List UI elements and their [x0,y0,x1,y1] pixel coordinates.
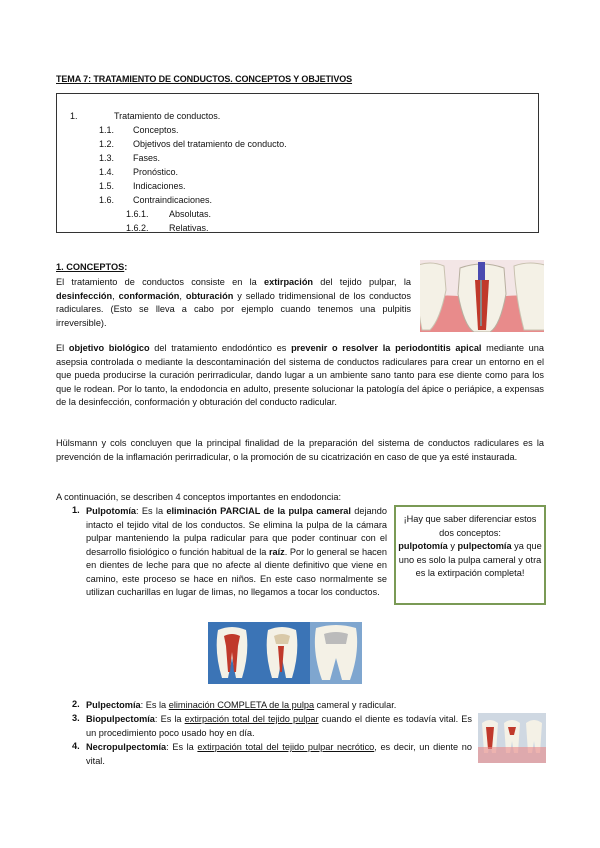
page-title: TEMA 7: TRATAMIENTO DE CONDUCTOS. CONCEPTOS Y OBJETIVOS [56,74,353,84]
list-item-biopulpectomia: 3. Biopulpectomía: Es la extirpación total del tejido pulpar cuando el diente es todavía vital. Es un procedimiento poco usado hoy en día. [72,713,472,738]
toc-item: 1. Tratamiento de conductos. [70,111,221,121]
paragraph-objective: El objetivo biológico del tratamiento endodóntico es prevenir o resolver la periodontitis apical mediante una asepsia controlada o mediante la descontaminación del sistema de conductos radiculares para crear un entorno en el que pueda producirse la curación perirradicular, dando lugar a un ambiente sano tanto para ese diente como para los que le rodean. Por lo tanto, la endodoncia en adulto, presente solucionar la patología del ápice o periápice, a expensas de la desinfección, conformación y obturación del conducto radicular. [56,343,544,407]
table-of-contents [56,93,539,233]
toc-item: 1.6. Contraindicaciones. [99,195,213,205]
pulpectomy-illustration [478,713,546,763]
pulpotomy-photo [208,622,362,684]
root-canal-illustration [420,260,544,332]
callout-box: ¡Hay que saber diferenciar estos dos conceptos: pulpotomía y pulpectomía ya que uno es solo la pulpa cameral y otra es la extirpación completa! [394,505,546,605]
section-heading: 1. CONCEPTOS: [56,262,128,272]
toc-item: 1.6.2. Relativas. [126,223,209,233]
toc-item: 1.3. Fases. [99,153,161,163]
toc-item: 1.4. Pronóstico. [99,167,179,177]
toc-item: 1.2. Objetivos del tratamiento de conducto. [99,139,287,149]
list-item-pulpotomia: 1. Pulpotomía: Es la eliminación PARCIAL de la pulpa cameral dejando intacto el tejido vital de los conductos. Se elimina la pulpa de la cámara pulpar manteniendo la pulpa radicular para que poder continuar con el desarrollo fisiológico o función habitual de la raíz. Por lo general se hacen en dientes de leche para que no afecte al diente definitivo que viene en camino, este proceso se hace en niños. En este caso normalmente se utilizan cucharillas en lugar de limas, no llegamos a tocar los conductos. [72,505,387,597]
toc-item: 1.1. Conceptos. [99,125,179,135]
toc-item: 1.6.1. Absolutas. [126,209,212,219]
list-item-necropulpectomia: 4. Necropulpectomía: Es la extirpación total del tejido pulpar necrótico, es decir, un diente no vital. [72,741,472,766]
list-item-pulpectomia: 2. Pulpectomía: Es la eliminación COMPLETA de la pulpa cameral y radicular. [72,699,397,710]
toc-item: 1.5. Indicaciones. [99,181,186,191]
paragraph-intro-list: A continuación, se describen 4 conceptos importantes en endodoncia: [56,492,342,502]
paragraph-hulsmann: Hülsmann y cols concluyen que la principal finalidad de la preparación del sistema de conductos radiculares es la prevención de la inflamación perirradicular, o la promoción de su cicatrización en caso de que ya esté instaurada. [56,438,544,462]
paragraph-definition: El tratamiento de conductos consiste en la extirpación del tejido pulpar, la desinfección, conformación, obturación y sellado tridimensional de los conductos radiculares. (Esto se lleva a cabo por ejemplo cuando tenemos una pulpitis irreversible). [56,277,412,328]
